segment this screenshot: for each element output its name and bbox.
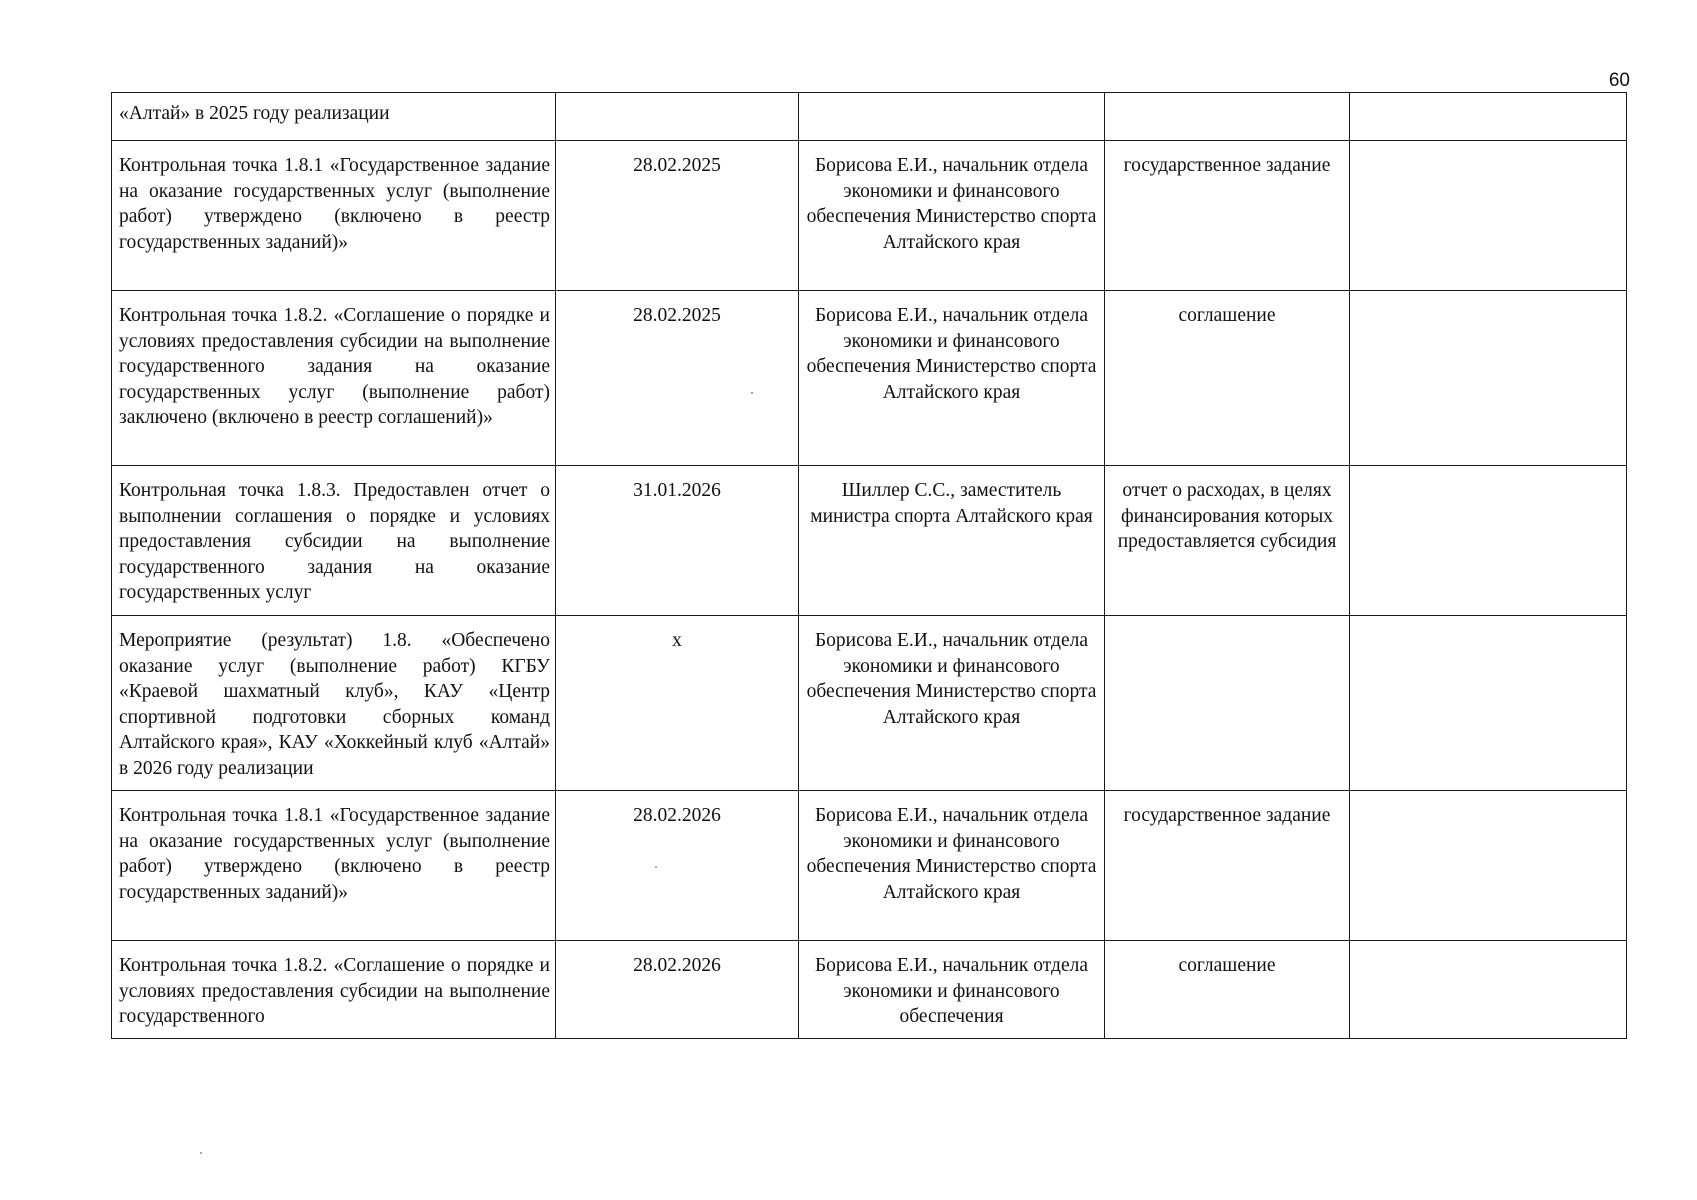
responsible-cell: Борисова Е.И., начальник отдела экономики и финансового обеспечения Министерство спорта Алтайского края (799, 791, 1105, 941)
table-row (112, 466, 1627, 616)
note-cell (1350, 291, 1627, 466)
document-cell (1105, 93, 1350, 141)
note-cell (1350, 141, 1627, 291)
document-cell (1105, 616, 1350, 791)
document-cell: соглашение (1105, 941, 1350, 1039)
table-row (112, 791, 1627, 941)
table-row (112, 141, 1627, 291)
note-cell (1350, 941, 1627, 1039)
note-cell (1350, 791, 1627, 941)
responsible-cell: Борисова Е.И., начальник отдела экономики и финансового обеспечения Министерство спорта Алтайского края (799, 616, 1105, 791)
event-cell: Мероприятие (результат) 1.8. «Обеспечено оказание услуг (выполнение работ) КГБУ «Краевой шахматный клуб», КАУ «Центр спортивной подготовки сборных команд Алтайского края», КАУ «Хоккейный клуб «Алтай» в 2026 году реализации (112, 616, 556, 791)
responsible-cell: Борисова Е.И., начальник отдела экономики и финансового обеспечения Министерство спорта Алтайского края (799, 141, 1105, 291)
responsible-cell: Борисова Е.И., начальник отдела экономики и финансового обеспечения (799, 941, 1105, 1039)
date-cell: х (556, 616, 799, 791)
event-cell: Контрольная точка 1.8.2. «Соглашение о порядке и условиях предоставления субсидии на выполнение государственного (112, 941, 556, 1039)
table-row (112, 941, 1627, 1039)
date-cell: 31.01.2026 (556, 466, 799, 616)
scan-speck (200, 1152, 202, 1154)
table-row (112, 616, 1627, 791)
note-cell (1350, 616, 1627, 791)
event-cell: Контрольная точка 1.8.3. Предоставлен отчет о выполнении соглашения о порядке и условиях предоставления субсидии на выполнение государственного задания на оказание государственных услуг (112, 466, 556, 616)
table-row (112, 291, 1627, 466)
document-cell: государственное задание (1105, 791, 1350, 941)
scan-speck (751, 392, 753, 394)
note-cell (1350, 466, 1627, 616)
event-cell: Контрольная точка 1.8.1 «Государственное задание на оказание государственных услуг (выполнение работ) утверждено (включено в реестр государственных заданий)» (112, 141, 556, 291)
table-row (112, 93, 1627, 141)
document-cell: соглашение (1105, 291, 1350, 466)
date-cell (556, 93, 799, 141)
responsible-cell (799, 93, 1105, 141)
page-number: 60 (1608, 70, 1630, 91)
responsible-cell: Шиллер С.С., заместитель министра спорта Алтайского края (799, 466, 1105, 616)
date-cell: 28.02.2025 (556, 141, 799, 291)
document-cell: отчет о расходах, в целях финансирования которых предоставляется субсидия (1105, 466, 1350, 616)
scan-speck (655, 866, 657, 868)
event-cell: Контрольная точка 1.8.2. «Соглашение о порядке и условиях предоставления субсидии на выполнение государственного задания на оказание государственных услуг (выполнение работ) заключено (включено в реестр соглашений)» (112, 291, 556, 466)
document-cell: государственное задание (1105, 141, 1350, 291)
event-cell: «Алтай» в 2025 году реализации (112, 93, 556, 141)
note-cell (1350, 93, 1627, 141)
event-cell: Контрольная точка 1.8.1 «Государственное задание на оказание государственных услуг (выполнение работ) утверждено (включено в реестр государственных заданий)» (112, 791, 556, 941)
control-points-table (111, 92, 1627, 1039)
date-cell: 28.02.2025 (556, 291, 799, 466)
date-cell: 28.02.2026 (556, 941, 799, 1039)
responsible-cell: Борисова Е.И., начальник отдела экономики и финансового обеспечения Министерство спорта Алтайского края (799, 291, 1105, 466)
date-cell: 28.02.2026 (556, 791, 799, 941)
